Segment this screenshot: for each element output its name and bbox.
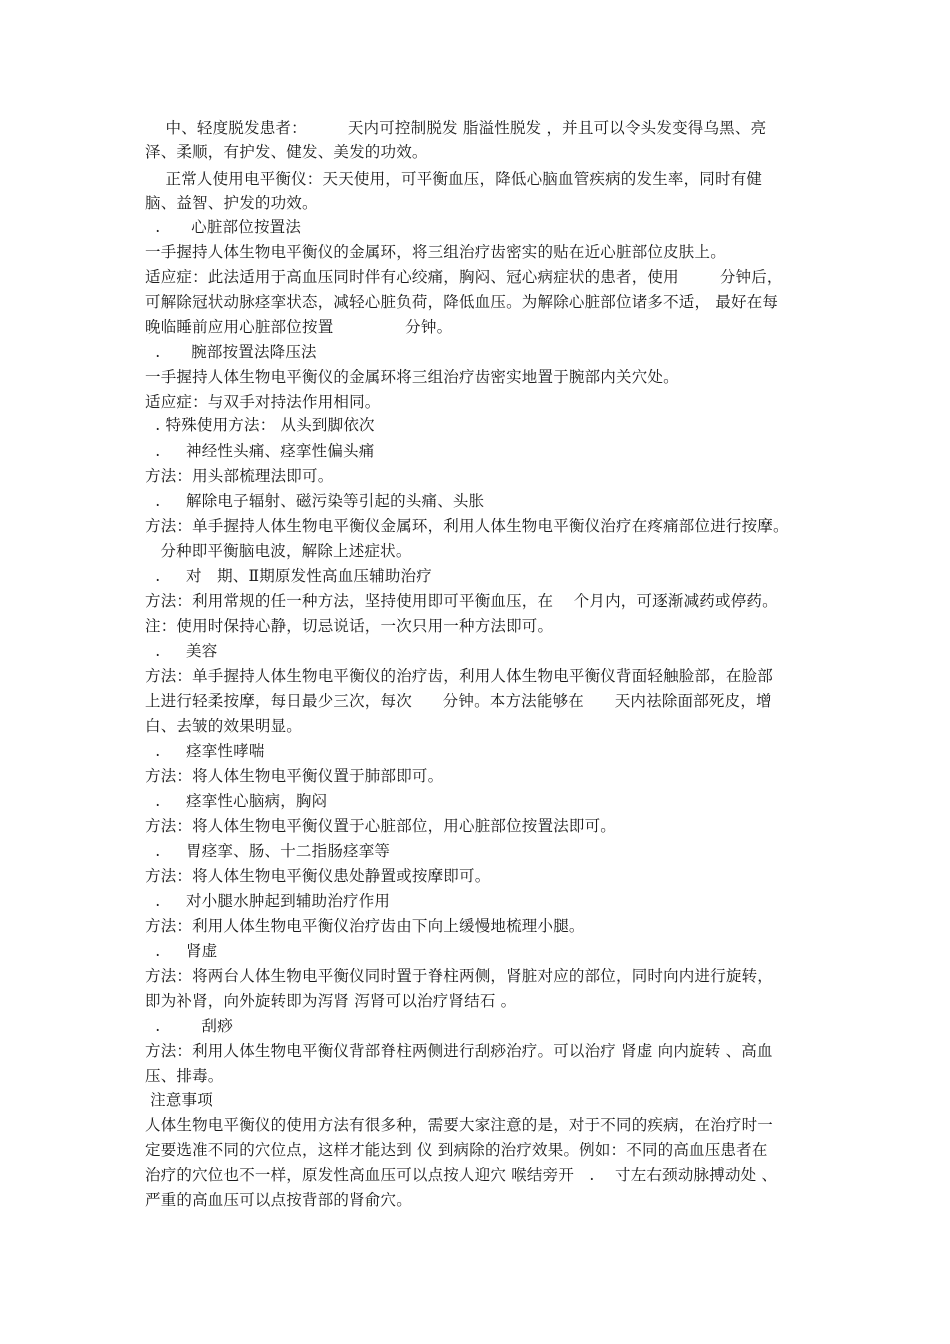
text-line: 适应症：与双手对持法作用相同。	[145, 393, 381, 411]
text-line: 上进行轻柔按摩，每日最少三次，每次 分钟。本方法能够在 天内祛除面部死皮，增	[145, 692, 772, 710]
text-line: 治疗的穴位也不一样，原发性高血压可以点按人迎穴 喉结旁开 . 寸左右颈动脉搏动处 、	[145, 1166, 778, 1184]
text-line: 方法：将人体生物电平衡仪置于心脏部位，用心脏部位按置法即可。	[145, 817, 617, 835]
text-line: 方法：将人体生物电平衡仪置于肺部即可。	[145, 767, 444, 785]
text-line: 分种即平衡脑电波，解除上述症状。	[145, 542, 412, 560]
text-line: 压、排毒。	[145, 1067, 224, 1085]
text-line: 人体生物电平衡仪的使用方法有很多种，需要大家注意的是，对于不同的疾病，在治疗时一	[145, 1116, 774, 1134]
text-line: 晚临睡前应用心脏部位按置 分钟。	[145, 318, 453, 336]
section-heading: . 痉挛性心脑病，胸闷	[145, 792, 328, 810]
text-line: 方法：用头部梳理法即可。	[145, 467, 334, 485]
section-heading: . 心脏部位按置法	[145, 218, 302, 236]
text-line: 泽、柔顺，有护发、健发、美发的功效。	[145, 143, 428, 161]
section-heading: . 腕部按置法降压法	[145, 343, 317, 361]
section-heading: . 解除电子辐射、磁污染等引起的头痛、头胀	[145, 492, 485, 510]
text-line: 注：使用时保持心静，切忌说话，一次只用一种方法即可。	[145, 617, 554, 635]
section-heading: . 胃痉挛、肠、十二指肠痉挛等	[145, 842, 391, 860]
text-line: 严重的高血压可以点按背部的肾俞穴。	[145, 1191, 412, 1209]
section-heading: . 特殊使用方法： 从头到脚依次	[145, 416, 375, 434]
text-line: 一手握持人体生物电平衡仪的金属环，将三组治疗齿密实的贴在近心脏部位皮肤上。	[145, 243, 726, 261]
section-heading: . 痉挛性哮喘	[145, 742, 265, 760]
section-heading: 注意事项	[145, 1091, 213, 1109]
text-line: 正常人使用电平衡仪：天天使用，可平衡血压，降低心脑血管疾病的发生率，同时有健	[145, 170, 763, 188]
text-line: 白、去皱的效果明显。	[145, 717, 303, 735]
text-line: 一手握持人体生物电平衡仪的金属环将三组治疗齿密实地置于腕部内关穴处。	[145, 368, 679, 386]
text-line: 方法：利用人体生物电平衡仪治疗齿由下向上缓慢地梳理小腿。	[145, 917, 585, 935]
text-line: 可解除冠状动脉痉挛状态，减轻心脏负荷，降低血压。为解除心脏部位诸多不适， 最好在每	[145, 293, 779, 311]
text-line: 方法：单手握持人体生物电平衡仪的治疗齿，利用人体生物电平衡仪背面轻触脸部，在脸部	[145, 667, 774, 685]
text-line: 脑、益智、护发的功效。	[145, 194, 318, 212]
text-line: 方法：利用人体生物电平衡仪背部脊柱两侧进行刮痧治疗。可以治疗 肾虚 向内旋转 、高血	[145, 1042, 773, 1060]
text-line: 适应症：此法适用于高血压同时伴有心绞痛，胸闷、冠心病症状的患者，使用 分钟后，	[145, 268, 783, 286]
text-line: 即为补肾，向外旋转即为泻肾 泻肾可以治疗肾结石 。	[145, 992, 517, 1010]
text-line: 方法：将人体生物电平衡仪患处静置或按摩即可。	[145, 867, 491, 885]
section-heading: . 对 期、Ⅱ期原发性高血压辅助治疗	[145, 567, 432, 585]
text-line: 方法：将两台人体生物电平衡仪同时置于脊柱两侧，肾脏对应的部位，同时向内进行旋转，	[145, 967, 774, 985]
section-heading: . 美容	[145, 642, 218, 660]
section-heading: . 肾虚	[145, 942, 218, 960]
text-line: 方法：单手握持人体生物电平衡仪金属环，利用人体生物电平衡仪治疗在疼痛部位进行按摩。	[145, 517, 789, 535]
text-line: 方法：利用常规的任一种方法，坚持使用即可平衡血压，在 个月内，可逐渐减药或停药。	[145, 592, 778, 610]
text-line: 中、轻度脱发患者： 天内可控制脱发 脂溢性脱发 ，并且可以令头发变得乌黑、亮	[145, 119, 767, 137]
section-heading: . 神经性头痛、痉挛性偏头痛	[145, 442, 375, 460]
section-heading: . 刮痧	[145, 1017, 233, 1035]
text-line: 定要选准不同的穴位点，这样才能达到 仪 到病除的治疗效果。例如：不同的高血压患者在	[145, 1141, 768, 1159]
section-heading: . 对小腿水肿起到辅助治疗作用	[145, 892, 391, 910]
